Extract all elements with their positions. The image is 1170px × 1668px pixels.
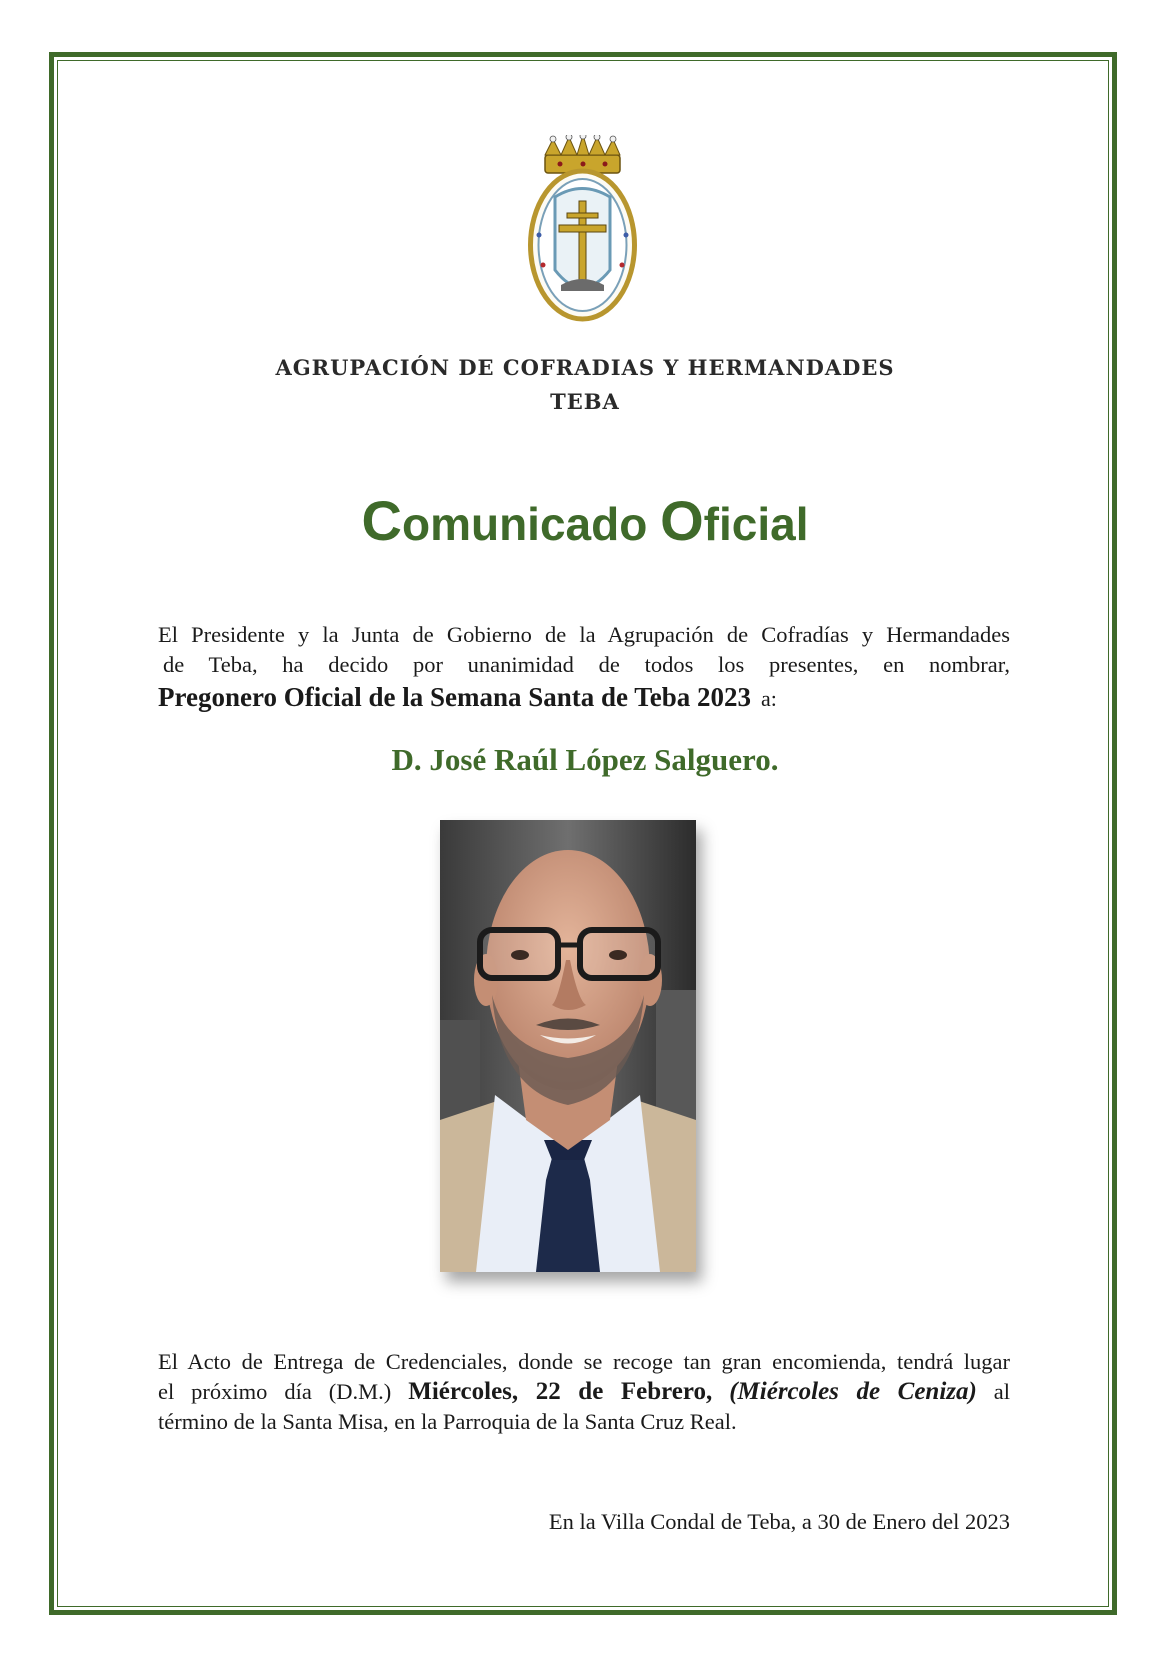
- event-line-3: término de la Santa Misa, en la Parroquia de la Santa Cruz Real.: [158, 1409, 737, 1434]
- intro-line-2: de Teba, ha decido por unanimidad de todos los presentes, en nombrar,: [163, 652, 1010, 677]
- title-rest-1: omunicado: [401, 498, 661, 550]
- intro-paragraph: [158, 620, 1010, 680]
- event-line-2: [158, 1377, 1010, 1407]
- title-rest-2: ficial: [703, 498, 809, 550]
- organization-name: AGRUPACIÓN DE COFRADIAS Y HERMANDADES: [275, 355, 895, 380]
- title-cap-2: O: [660, 489, 704, 552]
- document-title: [0, 488, 1170, 553]
- organization-town: TEBA: [550, 389, 620, 414]
- signature-line: En la Villa Condal de Teba, a 30 de Enero del 2023: [548, 1509, 1010, 1534]
- event-date-prefix: el próximo día (D.M.): [158, 1379, 392, 1404]
- appointment-text: Pregonero Oficial de la Semana Santa de Teba 2023: [158, 682, 752, 712]
- appointment-title: [158, 682, 777, 713]
- honoree-portrait: [440, 820, 696, 1272]
- event-date-suffix: al: [993, 1379, 1011, 1404]
- title-cap-1: C: [361, 489, 402, 552]
- event-paragraph: [158, 1347, 1010, 1437]
- portrait-illustration: [440, 820, 696, 1272]
- brotherhood-seal-icon: [525, 135, 640, 325]
- honoree-name: D. José Raúl López Salguero.: [391, 742, 779, 777]
- event-line-1: El Acto de Entrega de Credenciales, donde se recoge tan gran encomienda, tendrá lugar: [158, 1349, 1010, 1374]
- appointment-suffix: a:: [761, 686, 777, 711]
- intro-line-1: El Presidente y la Junta de Gobierno de la Agrupación de Cofradías y Hermandades: [158, 622, 1010, 647]
- event-date-note: (Miércoles de Ceniza): [729, 1378, 977, 1405]
- event-date: Miércoles, 22 de Febrero,: [408, 1378, 713, 1405]
